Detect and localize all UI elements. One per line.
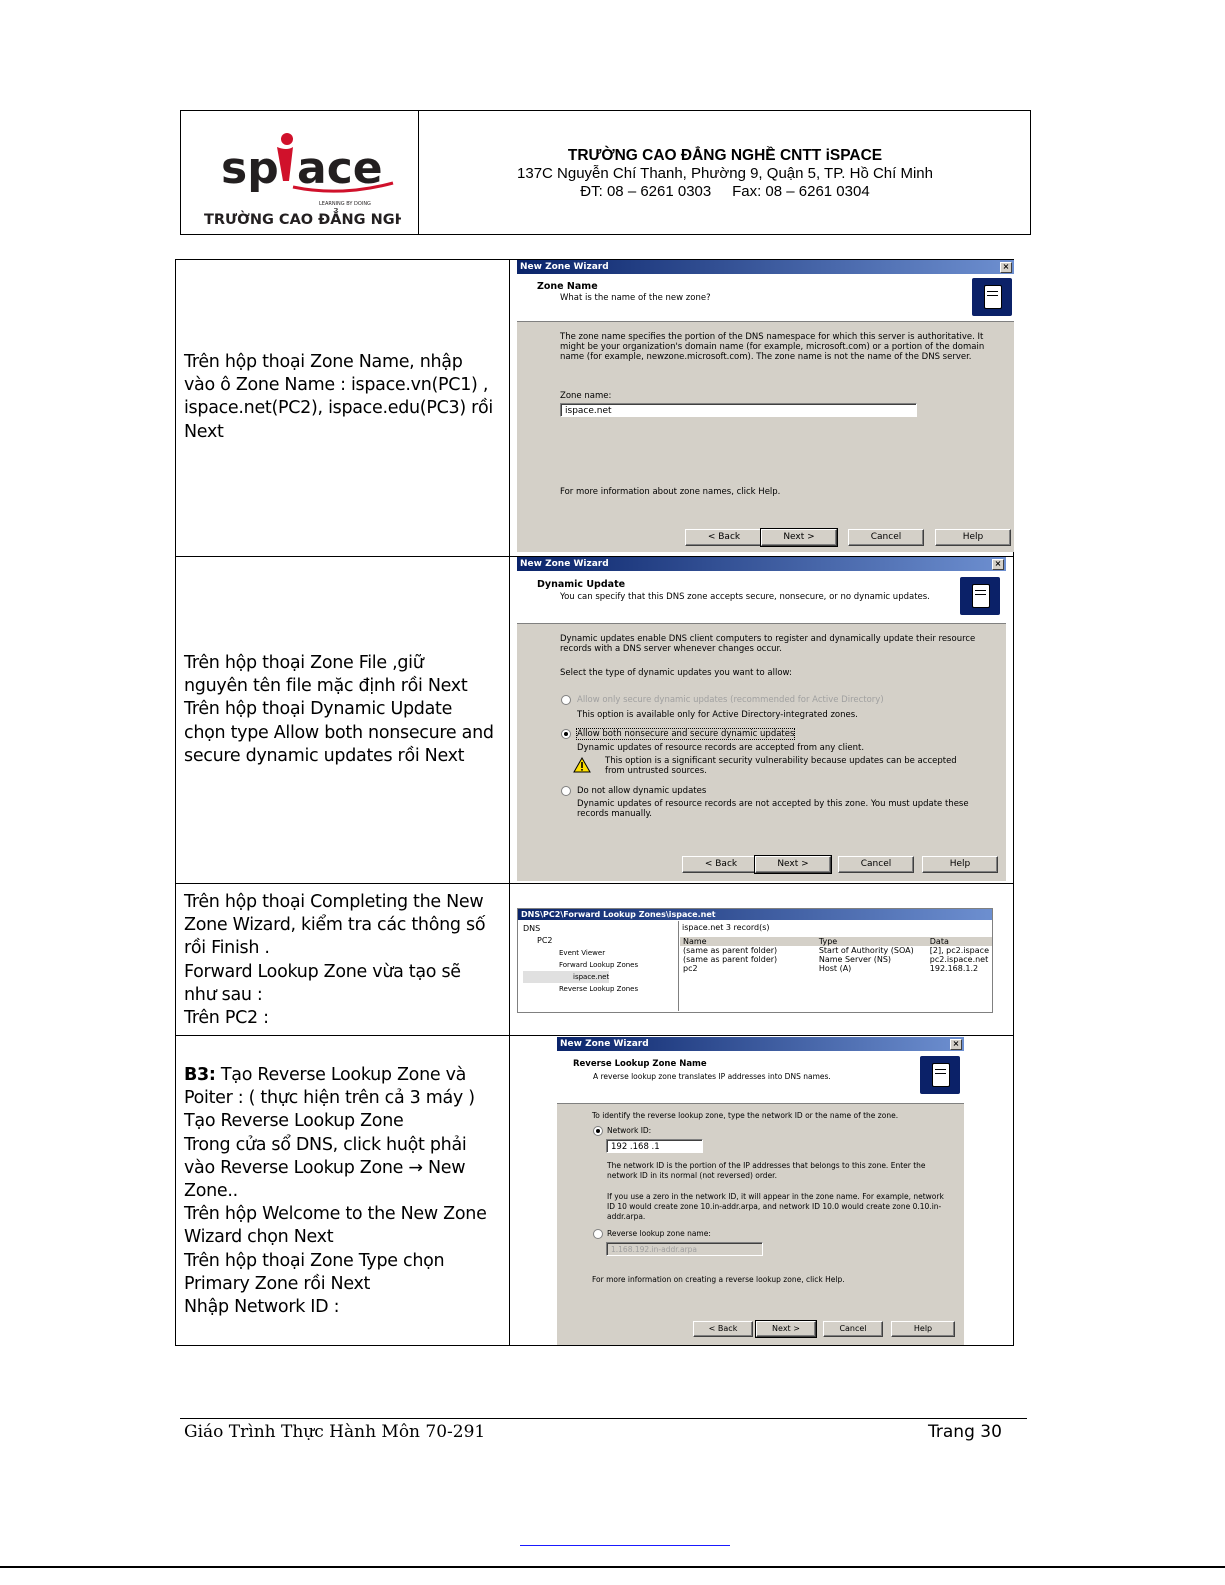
zone-name-dialog — [517, 260, 1014, 552]
text-line: Trên hộp thoại Zone Name, nhập — [184, 352, 463, 372]
console-titlebar: DNS\PC2\Forward Lookup Zones\ispace.net — [518, 909, 992, 920]
option-note: Dynamic updates of resource records are not accepted by this zone. You must update these records manually. — [577, 799, 969, 819]
radio-both[interactable] — [561, 729, 571, 739]
footer-rule — [180, 1418, 1027, 1419]
logo-graphic — [201, 121, 401, 226]
dialog-header — [557, 1051, 964, 1104]
cancel-button[interactable]: Cancel — [823, 1321, 883, 1337]
tree-item-event-viewer[interactable]: Event Viewer — [559, 949, 606, 957]
back-button[interactable]: < Back — [693, 1321, 753, 1337]
text-line: Trên hộp thoại Dynamic Update — [184, 699, 453, 720]
text-line: vào Reverse Lookup Zone → New — [184, 1157, 466, 1178]
network-id-example: If you use a zero in the network ID, it will appear in the zone name. For example, network ID 10 would create zone 10.in-addr.arpa, and network ID 10.0 would create zone 0.10.in-addr.arpa. — [607, 1192, 944, 1221]
cancel-button[interactable]: Cancel — [838, 856, 914, 873]
row1-text — [184, 351, 504, 444]
dialog-subheading: You can specify that this DNS zone accepts secure, nonsecure, or no dynamic updates. — [560, 592, 930, 602]
svg-text:sp: sp — [221, 143, 279, 194]
reverse-zone-dialog — [557, 1037, 964, 1345]
logo-tagline: LEARNING BY DOING — [319, 201, 371, 207]
option-secure-only: Allow only secure dynamic updates (recommended for Active Directory) — [577, 695, 884, 705]
instruction-table — [175, 259, 1014, 1346]
dialog-description: The zone name specifies the portion of the DNS namespace for which this server is authoritative. It might be your organization's domain name (for example, microsoft.com) or a portion of the domain name (for example, newzone.microsoft.com). The zone name is not the name of the DNS server. — [560, 332, 985, 362]
page-header — [180, 110, 1031, 235]
dialog-description: To identify the reverse lookup zone, type the network ID or the name of the zone. — [592, 1111, 899, 1120]
select-label: Select the type of dynamic updates you want to allow: — [560, 668, 792, 678]
radio-none[interactable] — [561, 786, 571, 796]
bottom-link-rule — [520, 1545, 730, 1546]
dns-console-window — [517, 908, 993, 1013]
close-icon[interactable]: × — [950, 1039, 962, 1050]
text-line — [184, 1064, 504, 1087]
table-row[interactable] — [680, 964, 992, 973]
school-info — [419, 147, 1031, 201]
svg-text:ace: ace — [297, 143, 383, 194]
radio-secure-only[interactable] — [561, 695, 571, 705]
dns-tree — [523, 923, 638, 995]
dialog-subheading: What is the name of the new zone? — [560, 293, 711, 303]
page-bottom-edge — [0, 1566, 1225, 1568]
radio-network-id[interactable] — [593, 1126, 603, 1136]
text-span: Tạo Reverse Lookup Zone và — [215, 1065, 467, 1085]
table-row[interactable] — [680, 955, 992, 964]
help-text: For more information on creating a reverse lookup zone, click Help. — [592, 1275, 845, 1284]
back-button[interactable]: < Back — [685, 529, 763, 546]
cancel-button[interactable]: Cancel — [848, 529, 924, 546]
tree-item-reverse-zones[interactable]: Reverse Lookup Zones — [559, 985, 639, 993]
wizard-server-icon — [920, 1056, 960, 1094]
text-line: Trên PC2 : — [184, 1008, 269, 1029]
table-cell: Start of Authority (SOA) — [818, 946, 914, 955]
network-id-note: The network ID is the portion of the IP addresses that belongs to this zone. Enter the network ID in its normal (not reversed) order. — [607, 1161, 926, 1180]
column-divider — [509, 260, 510, 1345]
dialog-subheading: A reverse lookup zone translates IP addresses into DNS names. — [593, 1072, 831, 1081]
text-line: ispace.net(PC2), ispace.edu(PC3) rồi — [184, 398, 493, 419]
zone-name-input[interactable]: ispace.net — [560, 403, 917, 417]
row2-text — [184, 652, 504, 768]
logo-subtitle: TRƯỜNG CAO ĐẲNG NGHỀ — [204, 212, 401, 226]
text-line: nguyên tên file mặc định rồi Next — [184, 676, 468, 697]
text-line: Trên hộp Welcome to the New Zone — [184, 1204, 487, 1225]
dialog-header — [517, 571, 1006, 624]
tree-item-forward-zones[interactable]: Forward Lookup Zones — [559, 961, 639, 969]
table-cell: Name Server (NS) — [818, 955, 892, 964]
close-icon[interactable]: × — [1000, 262, 1012, 273]
text-line: vào ô Zone Name : ispace.vn(PC1) , — [184, 375, 489, 396]
text-line: Next — [184, 421, 224, 442]
table-cell: [2], pc2.ispace — [929, 946, 989, 955]
wizard-server-icon — [972, 278, 1012, 316]
school-name: TRƯỜNG CAO ĐẲNG NGHỀ CNTT iSPACE — [567, 147, 883, 164]
text-line: Trong cửa sổ DNS, click huột phải — [184, 1134, 467, 1155]
help-button[interactable]: Help — [935, 529, 1011, 546]
dynamic-update-dialog — [517, 557, 1006, 881]
records-table — [680, 937, 992, 973]
table-cell: (same as parent folder) — [683, 946, 778, 955]
zone-name-input[interactable]: 1.168.192.in-addr.arpa — [606, 1242, 763, 1256]
radio-zone-name[interactable] — [593, 1229, 603, 1239]
text-line: secure dynamic updates rồi Next — [184, 745, 465, 766]
table-cell: pc2 — [683, 964, 698, 973]
option-network-id[interactable]: Network ID: — [607, 1126, 652, 1135]
text-line: Zone.. — [184, 1181, 238, 1202]
table-cell: pc2.ispace.net — [929, 955, 989, 964]
option-note: This option is available only for Active Directory-integrated zones. — [577, 710, 858, 720]
table-cell: (same as parent folder) — [683, 955, 778, 964]
row-divider — [176, 1035, 1013, 1036]
option-zone-name[interactable]: Reverse lookup zone name: — [607, 1229, 711, 1238]
dialog-heading: Dynamic Update — [537, 579, 626, 590]
dialog-titlebar: New Zone Wizard — [557, 1037, 964, 1051]
pane-splitter[interactable] — [678, 921, 679, 1011]
text-line: Nhập Network ID : — [184, 1297, 340, 1318]
row3-text — [184, 891, 504, 1030]
help-button[interactable]: Help — [922, 856, 998, 873]
text-line: rồi Finish . — [184, 938, 270, 959]
text-line: Trên hộp thoại Zone Type chọn — [184, 1250, 445, 1271]
text-line: Poiter : ( thực hiện trên cả 3 máy ) — [184, 1088, 475, 1109]
step-label: B3: — [184, 1065, 216, 1085]
close-icon[interactable]: × — [992, 559, 1004, 570]
ispace-logo — [201, 121, 401, 226]
wizard-server-icon — [960, 577, 1000, 615]
dialog-titlebar: New Zone Wizard — [517, 260, 1014, 274]
school-phone: ĐT: 08 – 6261 0303 Fax: 08 – 6261 0304 — [580, 183, 870, 200]
next-button[interactable]: Next > — [756, 1321, 816, 1337]
dialog-titlebar: New Zone Wizard — [517, 557, 1006, 571]
row4-text — [184, 1064, 504, 1319]
column-header[interactable]: Type — [818, 937, 838, 946]
tree-item-dns[interactable]: DNS — [523, 924, 541, 933]
warning-icon — [573, 757, 591, 773]
row-divider — [176, 883, 1013, 884]
column-header[interactable]: Name — [683, 937, 707, 946]
option-note: Dynamic updates of resource records are accepted from any client. — [577, 743, 865, 753]
page-number: Trang 30 — [928, 1422, 1002, 1442]
footer-course-title: Giáo Trình Thực Hành Môn 70-291 — [184, 1422, 486, 1442]
list-header: ispace.net 3 record(s) — [682, 923, 770, 932]
warning-text: This option is a significant security vulnerability because updates can be accepted from untrusted sources. — [605, 756, 957, 776]
text-line: chọn type Allow both nonsecure and — [184, 722, 494, 743]
dialog-description: Dynamic updates enable DNS client computers to register and dynamically update their resource records with a DNS server whenever changes occur. — [560, 634, 976, 654]
table-cell: 192.168.1.2 — [929, 964, 979, 973]
text-line: Zone Wizard, kiểm tra các thông số — [184, 915, 486, 936]
tree-item-pc2[interactable]: PC2 — [537, 936, 553, 945]
help-button[interactable]: Help — [891, 1321, 955, 1337]
text-line: Trên hộp thoại Completing the New — [184, 892, 484, 912]
dialog-header — [517, 274, 1014, 322]
option-both[interactable]: Allow both nonsecure and secure dynamic updates — [577, 729, 795, 739]
network-id-input[interactable]: 192 .168 .1 — [606, 1139, 703, 1153]
text-line: Trên hộp thoại Zone File ,giữ — [184, 653, 424, 673]
table-row[interactable] — [680, 946, 992, 955]
zone-name-label: Zone name: — [560, 391, 612, 401]
text-line: Tạo Reverse Lookup Zone — [184, 1111, 404, 1132]
text-line: Wizard chọn Next — [184, 1227, 334, 1248]
back-button[interactable]: < Back — [682, 856, 760, 873]
tree-item-ispace-net[interactable]: ispace.net — [523, 971, 609, 983]
next-button[interactable]: Next > — [755, 856, 831, 873]
table-cell: Host (A) — [818, 964, 852, 973]
option-none[interactable]: Do not allow dynamic updates — [577, 786, 707, 796]
dialog-heading: Zone Name — [537, 281, 598, 292]
school-address: 137C Nguyễn Chí Thanh, Phường 9, Quận 5, TP. Hồ Chí Minh — [517, 165, 933, 182]
column-header[interactable]: Data — [929, 937, 949, 946]
dialog-heading: Reverse Lookup Zone Name — [573, 1059, 707, 1069]
text-line: Forward Lookup Zone vừa tạo sẽ — [184, 961, 461, 982]
text-line: Primary Zone rồi Next — [184, 1273, 371, 1294]
help-text: For more information about zone names, click Help. — [560, 487, 781, 497]
text-line: như sau : — [184, 984, 263, 1005]
next-button[interactable]: Next > — [761, 529, 837, 546]
